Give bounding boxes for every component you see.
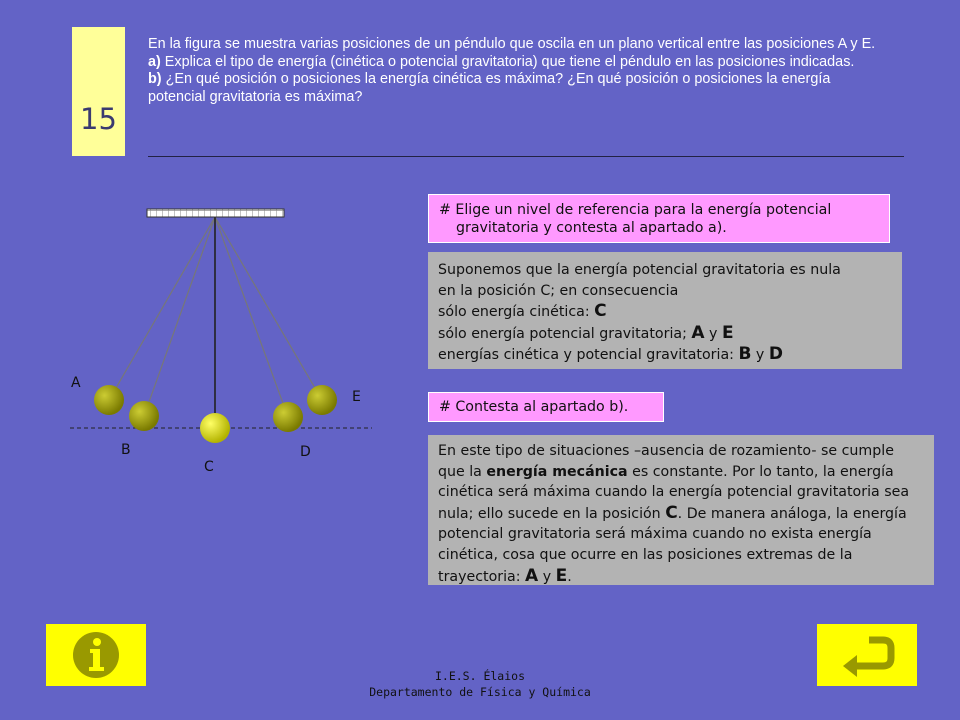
bob-e bbox=[307, 385, 337, 415]
question-intro: En la figura se muestra varias posiciones de un péndulo que oscila en un plano vertical entre las posiciones A y E. bbox=[148, 36, 876, 52]
part-a-text: Explica el tipo de energía (cinética o potencial gravitatoria) que tiene el péndulo en las posiciones indicadas. bbox=[164, 53, 855, 70]
exercise-number-box bbox=[72, 27, 125, 156]
answer-a-line2: en la posición C; en consecuencia bbox=[438, 282, 679, 299]
hint-part-b[interactable] bbox=[428, 392, 664, 422]
hint-a-line2: gravitatoria y contesta al apartado a). bbox=[456, 220, 727, 236]
label-e: E bbox=[352, 389, 361, 405]
part-b-text: ¿En qué posición o posiciones la energía cinética es máxima? ¿En qué posición o posiciones la energía potencial gravitatoria es máxima? bbox=[148, 71, 831, 105]
answer-a-item3: energías cinética y potencial gravitatoria: B y D bbox=[438, 344, 783, 364]
mechanical-energy-term: energía mecánica bbox=[486, 463, 628, 480]
footer-school: I.E.S. Élaios bbox=[434, 669, 525, 683]
bob-a bbox=[94, 385, 124, 415]
answer-a-line1: Suponemos que la energía potencial gravitatoria es nula bbox=[438, 262, 841, 278]
answer-a-item1: sólo energía cinética: C bbox=[438, 301, 607, 321]
hint-a-line1: # Elige un nivel de referencia para la energía potencial bbox=[439, 202, 832, 218]
part-a-label: a) bbox=[148, 53, 161, 70]
label-d: D bbox=[300, 444, 311, 460]
bob-d bbox=[273, 402, 303, 432]
hint-part-a[interactable] bbox=[428, 194, 890, 243]
footer bbox=[0, 668, 960, 700]
part-b-label: b) bbox=[148, 71, 162, 87]
footer-department: Departamento de Física y Química bbox=[369, 685, 591, 699]
label-a: A bbox=[71, 375, 81, 391]
bob-c bbox=[200, 413, 230, 443]
bob-b bbox=[129, 401, 159, 431]
pendulum-support bbox=[147, 209, 284, 217]
label-c: C bbox=[204, 459, 214, 475]
answer-part-a bbox=[428, 252, 902, 369]
question-text bbox=[148, 36, 883, 106]
question-divider bbox=[148, 156, 904, 157]
label-b: B bbox=[121, 442, 131, 458]
pendulum-figure bbox=[60, 200, 380, 490]
hint-b-text: # Contesta al apartado b). bbox=[439, 399, 629, 415]
exercise-number: 15 bbox=[80, 102, 117, 136]
answer-part-b: En este tipo de situaciones –ausencia de rozamiento- se cumple que la energía mecánica es constante. Por lo tanto, la energía cinética será máxima cuando la energía potencial gravitatoria sea nula; ello sucede en la posición C. De manera análoga, la energía potencial gravitatoria será máxima cuando no exista energía cinética, cosa que ocurre en las posiciones extremas de la trayectoria: A y E. bbox=[428, 435, 934, 585]
answer-a-item2: sólo energía potencial gravitatoria; A y E bbox=[438, 322, 734, 343]
